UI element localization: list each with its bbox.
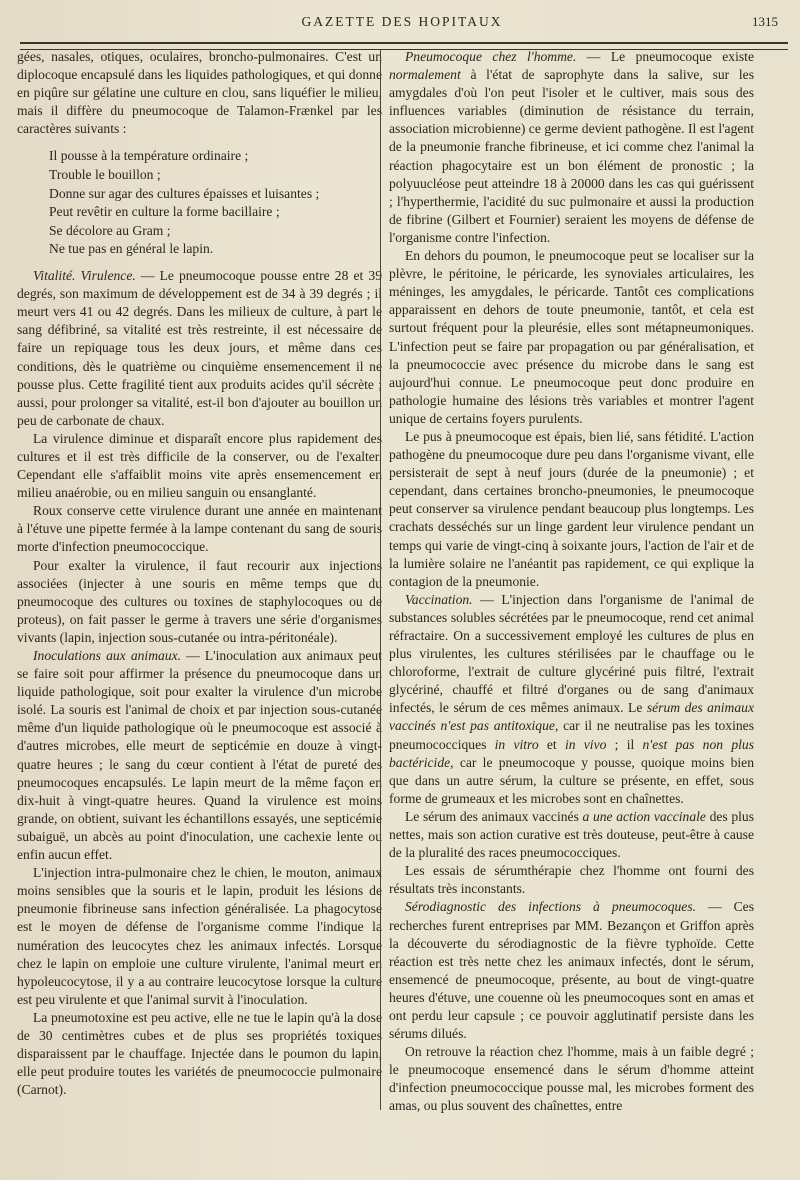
paragraph: Les essais de sérumthérapie chez l'homme ont fourni des résultats très inconstants. (389, 863, 754, 897)
paragraph: Pour exalter la virulence, il faut recourir aux injections associées (injecter à une souris en même temps que du pneumocoque des cultures ou toxines de staphylocoques ou de proteus), on fait passer le germe à travers une série d'organismes vivants (lapin, injection sous-cutanée ou intra-péritonéale). (17, 557, 382, 645)
paragraph-text: , car il ne neutralise pas les toxines pneumococciques (389, 718, 754, 752)
section-heading: Vitalité. Virulence. (33, 268, 136, 284)
paragraph: gées, nasales, otiques, oculaires, broncho-pulmonaires. C'est un diplocoque encapsulé dans les liquides pathologiques, et qui donne en piqûre sur gélatine une culture en clou, sans liquéfier le milieu, mais il diffère du pneumocoque de Talamon-Frænkel par les caractères suivants : (17, 49, 382, 137)
paragraph (17, 647, 382, 864)
list-item: Ne tue pas en général le lapin. (49, 241, 214, 257)
paragraph: L'injection intra-pulmonaire chez le chien, le mouton, animaux moins sensibles que la souris et le lapin, produit les lésions de pneumonie fibrineuse sans infection généralisée. La phagocytose est le moyen de défense de l'organisme comme l'indique la numération des leucocytes chez les animaux infectés. Lorsque chez le lapin on emploie une culture virulente, l'animal meurt en hypoleucocytose, il y a au contraire leucocytose lorsque la culture est peu virulente et que l'animal survit à l'inoculation. (17, 865, 382, 1007)
column-divider (380, 50, 381, 1110)
paragraph-text: — Le pneumocoque pousse entre 28 et 39 degrés, son maximum de développement est de 34 à 39 degrés ; il meurt vers 41 ou 42 degrés. Dans les milieux de culture, à part le sang défibriné, sa vitalité est très restreinte, il est nécessaire de faire un repiquage tous les deux jours, et même dans ces conditions, dès le quatrième ou cinquième ensemencement il ne pousse plus. Cette fragilité tient aux produits acides qu'il sécrète ; aussi, pour prolonger sa vitalité, est-il bon d'ajouter au bouillon un peu de carbonate de chaux. (17, 268, 382, 428)
paragraph (389, 591, 754, 808)
paragraph-text: — L'injection dans l'organisme de l'animal de substances solubles sécrétées par le pneumocoque, rend cet animal réfractaire. On a successivement employé les cultures de plus en plus virulentes, les cultures stérilisées par le chauffage ou le chloroforme, l'extrait de culture glycériné puis filtré, l'extrait glycériné, chauffé et filtré d'organes ou de sang d'animaux infectés, le sérum de ces mêmes animaux. Le (389, 591, 754, 716)
running-title: GAZETTE DES HOPITAUX (301, 14, 503, 29)
list-item: Donne sur agar des cultures épaisses et luisantes ; (49, 185, 320, 201)
paragraph-text: Le sérum des animaux vaccinés (405, 808, 583, 824)
paragraph: Roux conserve cette virulence durant une année en maintenant à l'étuve une pipette fermée à la lampe contenant du sang de souris morte d'infection pneumococcique. (17, 503, 382, 555)
paragraph (389, 808, 754, 862)
list-item: Il pousse à la température ordinaire ; (49, 148, 249, 164)
page-header (20, 14, 784, 36)
paragraph (17, 267, 382, 430)
emphasis: sérum des animaux vaccinés n'est pas antitoxique (389, 700, 755, 734)
page-number: 1315 (752, 14, 778, 29)
emphasis: in vitro (494, 736, 539, 752)
paragraph: La virulence diminue et disparaît encore plus rapidement des cultures et il est très difficile de la conserver, ou de l'exalter. Cependant elle s'affaiblit moins vite après ensemencement en milieu anaérobie, ou en milieu sanguin ou ensanglanté. (17, 430, 382, 501)
section-heading: Pneumocoque chez l'homme. (405, 49, 577, 64)
emphasis: in vivo (564, 736, 607, 752)
paragraph-text: ; il (606, 736, 643, 752)
section-heading: Vaccination. (405, 591, 473, 607)
right-column (389, 48, 754, 1116)
section-heading: Inoculations aux animaux. (33, 648, 182, 663)
list-item: Se décolore au Gram ; (49, 222, 171, 238)
list-item: Trouble le bouillon ; (49, 167, 161, 183)
list-item: Peut revêtir en culture la forme bacillaire ; (49, 204, 280, 220)
paragraph-text: des plus nettes, mais son action curative est très douteuse, peut-être à cause de la pluralité des races pneumococciques. (389, 808, 755, 861)
left-column (17, 48, 382, 1099)
paragraph-text: — Le pneumocoque existe (576, 49, 754, 64)
paragraph-text: — L'inoculation aux animaux peut se faire soit pour affirmer la présence du pneumocoque dans un liquide pathologique, soit pour exalter la virulence d'un microbe isolé. La souris est l'animal de choix et par injection sous-cutanée même d'un liquide pathologique où le pneumocoque est associé à d'autres microbes, elle meurt de septicémie en douze à vingt-quatre heures ; le sang du cœur contient à l'état de pureté des pneumocoques encapsulés. Le lapin meurt de la même façon en dix-huit à vingt-quatre heures. Quand la virulence est moins grande, on obtient, suivant les échantillons essayés, une septicémie subaiguë, un abcès au point d'inoculation, une cachexie lente ou enfin aucun effet. (17, 648, 382, 863)
paragraph: En dehors du poumon, le pneumocoque peut se localiser sur la plèvre, le péritoine, le péricarde, les synoviales articulaires, les méninges, les amygdales, le péricarde. Tantôt ces complications apparaissent en dehors de toute pneumonie, tantôt, et cela est surtout fréquent pour la pleurésie, elles sont métapneumoniques. L'infection peut se faire par propagation ou par généralisation, et la pneumococcie avec présence du microbe dans le sang est aujourd'hui connue. Le pneumocoque peut donc produire en pathologie humaine des lésions très variables et montrer l'agent unique de certains foyers purulents. (389, 248, 754, 426)
paragraph: Le pus à pneumocoque est épais, bien lié, sans fétidité. L'action pathogène du pneumocoque dure peu dans l'organisme vivant, elle persisterait de sept à neuf jours (durée de la pneumonie) ; et cependant, dans certaines broncho-pneumonies, le pneumocoque peut conserver sa virulence pendant beaucoup plus longtemps. Les crachats desséchés sur un linge gardent leur virulence pendant un temps qui varie de vingt-cinq à soixante jours, l'action de l'air et de la lumière solaire ne l'anéantit pas rapidement, ce qui explique la contagion de la pneumonie. (389, 428, 754, 589)
section-heading: Sérodiagnostic des infections à pneumocoques. (405, 899, 697, 915)
paragraph-text: — Ces recherches furent entreprises par MM. Bezançon et Griffon après la découverte du sérodiagnostic de la fièvre typhoïde. Cette réaction est très nette chez les animaux infectés, dont le sérum, ensemencé de pneumocoque, présente, au bout de vingt-quatre heures d'étuve, une couenne où les pneumocoques sont en amas et ont perdu leur capsule ; ce pouvoir agglutinatif persiste dans les sérums dilués. (389, 899, 754, 1042)
paragraph-text: à l'état de saprophyte dans la salive, sur les amygdales d'où l'on peut l'isoler et le cultiver, mais sous des influences variables (diminution de résistance du terrain, association microbienne) ce germe devient pathogène. Il est l'agent de la pneumonie franche fibrineuse, et ici comme chez l'animal la réaction phagocytaire est un bon élément de pronostic ; la polyuucléose peut atteindre 18 à 20000 dans les cas qui guérissent ; l'hyperthermie, l'acidité du suc pulmonaire et aussi la production de fibrine (Gilbert et Fournier) seraient les moyens de défense de l'organisme contre l'infection. (389, 67, 754, 245)
characteristics-list (49, 147, 382, 259)
paragraph (389, 48, 754, 247)
paragraph-text: , car le pneumocoque y pousse, quoique moins bien que dans un autre sérum, la culture se présente, en effet, sous forme de grumeaux et les microbes sont en chaînettes. (389, 754, 754, 806)
emphasis: normalement (389, 67, 461, 83)
emphasis: n'est pas non plus bactéricide (389, 736, 754, 770)
paragraph: On retrouve la réaction chez l'homme, mais à un faible degré ; le pneumocoque ensemencé dans le sérum d'homme atteint d'infection pneumococcique pousse mal, les microbes forment des amas, ou plus souvent des chaînettes, entre (389, 1044, 754, 1114)
emphasis: a une action vaccinale (582, 808, 706, 824)
paragraph (389, 898, 754, 1043)
paragraph: La pneumotoxine est peu active, elle ne tue le lapin qu'à la dose de 30 centimètres cubes et de plus ses propriétés toxiques disparaissent par le chauffage. Injectée dans le poumon du lapin, elle peut produire toutes les variétés de pneumococcie pulmonaire (Carnot). (17, 1009, 382, 1098)
paragraph-text: et (538, 736, 565, 752)
